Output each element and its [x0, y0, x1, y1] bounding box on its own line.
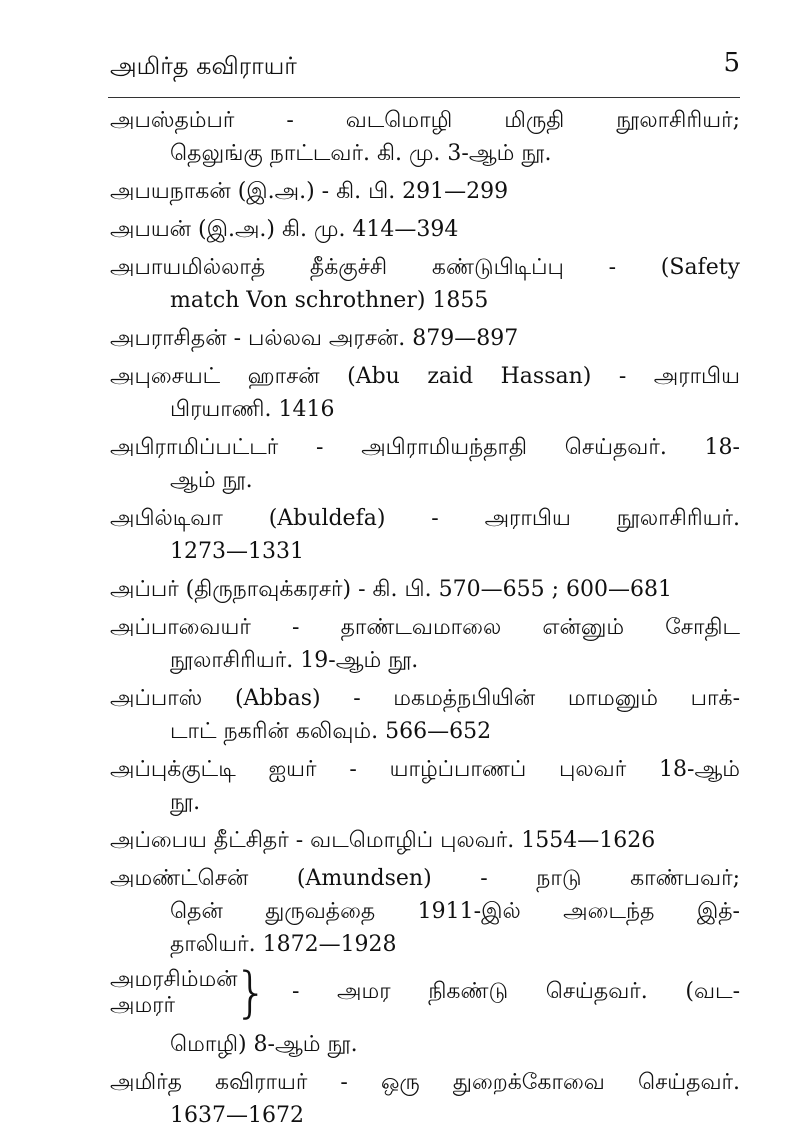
entry-head-line: அபிராமிப்பட்டர் - அபிராமியந்தாதி செய்தவர். 18-: [110, 435, 740, 460]
entry-abuldefa: [110, 502, 740, 568]
entry-abhayanagan: [110, 175, 740, 208]
entry-head-line: அபராசிதன் - பல்லவ அரசன். 879—897: [110, 326, 519, 351]
entry-abhayan: [110, 213, 740, 246]
entry-head-line: அமிர்த கவிராயர் - ஒரு துறைக்கோவை செய்தவர்.: [110, 1070, 740, 1095]
entry-head-line: அப்பாஸ் (Abbas) - மகமத்நபியின் மாமனும் பாக்-: [110, 686, 740, 711]
entry-amundsen: [110, 862, 740, 961]
entry-abhirami-pattar: [110, 431, 740, 497]
entry-safety-match: [110, 251, 740, 317]
running-header-title: அமிர்த கவிராயர்: [110, 52, 297, 80]
entry-head-name-alt: அமரர்: [110, 993, 176, 1018]
entry-appar: [110, 573, 740, 606]
entry-continuation-line: டாட் நகரின் கலிவும். 566—652: [170, 719, 492, 744]
entry-continuation-line: match Von schrothner) 1855: [170, 288, 489, 313]
entry-continuation-line: 1637—1672: [170, 1103, 304, 1128]
entry-continuation-line: ஆம் நூ.: [170, 468, 253, 493]
entry-description: - அமர நிகண்டு செய்தவர். (வட-: [292, 979, 740, 1004]
entry-appavaiyar: [110, 611, 740, 677]
entry-head-line: அப்புக்குட்டி ஐயர் - யாழ்ப்பாணப் புலவர் 18-ஆம்: [110, 757, 740, 782]
entry-head-line: அமண்ட்சென் (Amundsen) - நாடு காண்பவர்;: [110, 866, 740, 891]
entry-head-line: அப்பர் (திருநாவுக்கரசர்) - கி. பி. 570—655 ; 600—681: [110, 577, 672, 602]
entry-amirtha-kavirayar: [110, 1066, 740, 1132]
entry-continuation-line: பிரயாணி. 1416: [170, 397, 335, 422]
entry-continuation-line: தெலுங்கு நாட்டவர். கி. மு. 3-ஆம் நூ.: [170, 141, 552, 166]
entry-head-line: அபில்டிவா (Abuldefa) - அராபிய நூலாசிரியர்.: [110, 506, 740, 531]
entry-head-name: அமரசிம்மன்: [110, 967, 238, 992]
entry-continuation-line: நூலாசிரியர். 19-ஆம் நூ.: [170, 648, 419, 673]
entry-head-line: அப்பாவையர் - தாண்டவமாலை என்னும் சோதிட: [110, 615, 740, 640]
entry-amarasimhan: [110, 961, 740, 1024]
brace-icon: }: [234, 961, 269, 1024]
entry-head-line: அபயன் (இ.அ.) கி. மு. 414—394: [110, 217, 459, 242]
entry-continuation-line: தாலியர். 1872—1928: [170, 932, 397, 957]
entry-head-line: அபயநாகன் (இ.அ.) - கி. பி. 291—299: [110, 179, 509, 204]
entry-appukkutti-iyer: [110, 753, 740, 819]
entry-head-line: அபுசையட் ஹாசன் (Abu zaid Hassan) - அராபிய: [110, 364, 740, 389]
entry-abu-zaid-hassan: [110, 360, 740, 426]
entry-apastambar: [110, 104, 740, 170]
entry-appaiya-dikshitar: [110, 824, 740, 857]
entry-head-line: அபாயமில்லாத் தீக்குச்சி கண்டுபிடிப்பு - (Safety: [110, 255, 740, 280]
entry-continuation-line: 1273—1331: [170, 539, 304, 564]
entry-abbas: [110, 682, 740, 748]
header-rule: [108, 97, 740, 98]
entry-continuation-line: மொழி) 8-ஆம் நூ.: [170, 1032, 358, 1057]
page-number: 5: [723, 48, 740, 78]
entry-amarasimhan-continued: [110, 1028, 740, 1061]
entry-aparajitan: [110, 322, 740, 355]
entry-list: [110, 104, 740, 1137]
entry-head-line: அப்பைய தீட்சிதர் - வடமொழிப் புலவர். 1554—1626: [110, 828, 656, 853]
entry-head-line: அபஸ்தம்பர் - வடமொழி மிருதி நூலாசிரியர்;: [110, 108, 740, 133]
entry-continuation-line: தென் துருவத்தை 1911-இல் அடைந்த இத்-: [170, 899, 740, 924]
page-header: [110, 46, 740, 86]
entry-continuation-line: நூ.: [170, 790, 201, 815]
